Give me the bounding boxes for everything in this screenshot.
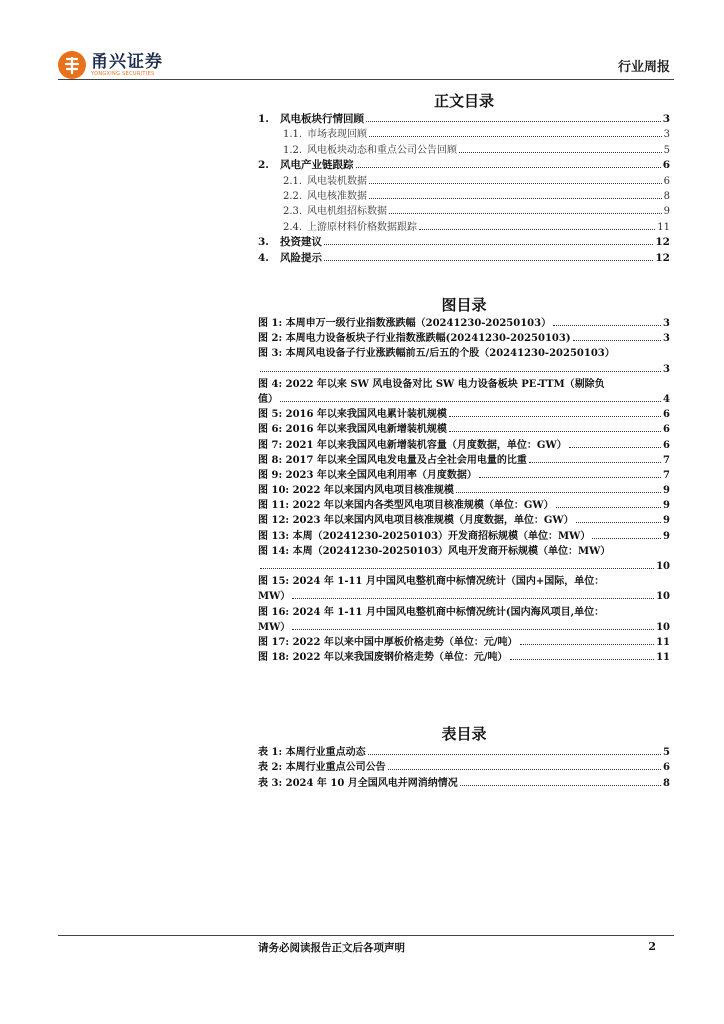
figure-entry[interactable]	[258, 422, 670, 437]
figure-entry[interactable]	[258, 498, 670, 513]
toc-entry-page: 3	[663, 129, 670, 141]
footer-disclaimer: 请务必阅读报告正文后各项声明	[258, 942, 405, 954]
dot-leader	[260, 371, 661, 372]
figure-entry-label: 图 11: 2022 年以来国内各类型风电项目核准规模（单位：GW）	[258, 500, 554, 512]
figure-entry-label: 图 12: 2023 年以来国内风电项目核准规模（月度数据，单位：GW）	[258, 515, 574, 527]
figure-entry-page: 6	[663, 409, 670, 421]
figure-entry-label: 图 5: 2016 年以来我国风电累计装机规模	[258, 409, 447, 421]
toc-entry[interactable]	[258, 235, 670, 250]
figure-entry-continuation	[258, 559, 670, 574]
figure-entry[interactable]	[258, 377, 670, 407]
dot-leader	[510, 659, 655, 660]
dot-leader	[460, 785, 661, 786]
figure-entry-label: 图 14: 本周（20241230-20250103）风电开发商开标规模（单位：MW）	[258, 545, 611, 557]
figure-entry[interactable]	[258, 513, 670, 528]
toc-entry[interactable]	[258, 204, 670, 219]
toc-entry-number: 4.	[258, 251, 269, 264]
toc-entry[interactable]	[258, 143, 670, 158]
toc-entry-page: 9	[663, 206, 670, 218]
figure-entry[interactable]	[258, 605, 670, 635]
table-entry-label: 表 2: 本周行业重点公司公告	[258, 762, 386, 774]
toc-entry-page: 8	[663, 190, 670, 202]
figure-entry[interactable]	[258, 453, 670, 468]
figure-entry-page: 9	[663, 485, 670, 497]
figure-entry-page: 3	[663, 363, 670, 375]
toc-entry-title: 风险提示	[280, 251, 322, 264]
dot-leader	[449, 416, 661, 417]
figure-entry[interactable]	[258, 407, 670, 422]
dot-leader	[324, 260, 653, 261]
toc-entry[interactable]	[258, 189, 670, 204]
figure-entry-label: 图 18: 2022 年以来我国废钢价格走势（单位：元/吨）	[258, 652, 508, 664]
figure-entry-page: 10	[656, 591, 670, 603]
dot-leader	[369, 198, 662, 199]
toc-entry-number: 1.1.	[283, 129, 303, 141]
toc-entry-title: 上游原材料价格数据跟踪	[307, 221, 417, 233]
dot-leader	[449, 431, 661, 432]
toc-entry[interactable]	[258, 127, 670, 142]
figure-entry-label: 图 4: 2022 年以来 SW 风电设备对比 SW 电力设备板块 PE-TTM（剔除负	[258, 378, 605, 390]
figure-entry-label-cont: 值）	[258, 393, 278, 405]
dot-leader	[280, 401, 661, 402]
figure-entry-label: 图 2: 本周电力设备板块子行业指数涨跌幅(20241230-20250103)	[258, 333, 571, 345]
dot-leader	[479, 477, 661, 478]
dot-leader	[389, 213, 662, 214]
toc-entry-page: 5	[663, 144, 670, 156]
toc-entry-page: 12	[655, 236, 670, 249]
table-entry-label: 表 3: 2024 年 10 月全国风电并网消纳情况	[258, 777, 458, 789]
dot-leader	[556, 507, 661, 508]
figure-entry[interactable]	[258, 346, 670, 376]
toc-entry-number: 2.3.	[283, 206, 303, 218]
toc-entry-title: 市场表现回顾	[307, 129, 367, 141]
figure-entry-page: 7	[663, 454, 670, 466]
tables-title: 表目录	[441, 725, 487, 743]
figure-entry-page: 3	[663, 318, 670, 329]
toc-entry-page: 3	[662, 113, 670, 125]
dot-leader	[260, 568, 654, 569]
logo-text-en: YONGXING SECURITIES	[91, 70, 155, 77]
table-entry[interactable]	[258, 745, 670, 760]
dot-leader	[366, 121, 661, 122]
figure-entry-page: 9	[663, 500, 670, 512]
table-entry[interactable]	[258, 760, 670, 775]
table-entry-page: 5	[663, 747, 670, 758]
dot-leader	[419, 229, 655, 230]
toc-entry[interactable]	[258, 158, 670, 173]
dot-leader	[553, 325, 661, 326]
figure-entry[interactable]	[258, 468, 670, 483]
figure-entry-label-cont: MW）	[258, 591, 291, 603]
figure-entry[interactable]	[258, 650, 670, 665]
figure-entry-page: 10	[656, 621, 670, 633]
logo-text-cn: 甬兴证券	[91, 51, 163, 72]
figure-entry-page: 6	[663, 424, 670, 436]
figure-entry[interactable]	[258, 544, 670, 574]
company-logo	[58, 50, 163, 80]
toc-entry[interactable]	[258, 220, 670, 235]
figure-entry[interactable]	[258, 574, 670, 604]
dot-leader	[369, 183, 662, 184]
toc-entry-title: 风电板块行情回顾	[280, 113, 364, 125]
tables-list	[258, 745, 670, 791]
toc-entry-page: 11	[657, 221, 670, 233]
dot-leader	[292, 629, 654, 630]
figures-list	[258, 316, 670, 665]
dot-leader	[324, 244, 653, 245]
figure-entry-page: 11	[656, 636, 670, 648]
table-entry-label: 表 1: 本周行业重点动态	[258, 747, 366, 758]
toc-list	[258, 112, 670, 266]
figure-entry-page: 4	[663, 393, 670, 405]
figure-entry-page: 11	[656, 652, 670, 664]
toc-entry-title: 风电板块动态和重点公司公告回顾	[307, 144, 457, 156]
toc-entry[interactable]	[258, 251, 670, 266]
figure-entry-label: 图 15: 2024 年 1-11 月中国风电整机商中标情况统计（国内+国际，单位：	[258, 576, 605, 588]
page-number: 2	[648, 940, 656, 953]
dot-leader	[573, 340, 661, 341]
figure-entry[interactable]	[258, 438, 670, 453]
dot-leader	[520, 644, 655, 645]
figure-entry-continuation	[258, 392, 670, 407]
document-type: 行业周报	[617, 60, 670, 75]
figure-entry-page: 10	[656, 561, 670, 572]
dot-leader	[592, 538, 661, 539]
toc-title: 正文目录	[433, 92, 494, 110]
figure-entry-page: 3	[663, 333, 670, 345]
dot-leader	[388, 769, 661, 770]
figure-entry-label: 图 9: 2023 年以来全国风电利用率（月度数据）	[258, 469, 477, 481]
page-header	[58, 50, 674, 80]
toc-entry[interactable]	[258, 112, 670, 127]
table-entry-page: 8	[663, 777, 670, 789]
toc-entry-title: 风电机组招标数据	[307, 206, 387, 218]
figure-entry[interactable]	[258, 483, 670, 498]
figure-entry-continuation	[258, 620, 670, 635]
figure-entry-page: 9	[663, 515, 670, 527]
header-divider	[58, 79, 674, 80]
toc-entry-number: 1.	[258, 113, 269, 125]
dot-leader	[576, 522, 661, 523]
dot-leader	[569, 447, 661, 448]
figure-entry-label: 图 16: 2024 年 1-11 月中国风电整机商中标情况统计(国内海风项目,单位：	[258, 606, 605, 618]
figure-entry-page: 7	[663, 469, 670, 481]
toc-entry-number: 2.1.	[283, 175, 303, 187]
toc-entry-title: 风电装机数据	[307, 175, 367, 187]
figure-entry-label: 图 1: 本周申万一级行业指数涨跌幅（20241230-20250103）	[258, 318, 552, 329]
footer-divider	[58, 935, 674, 936]
figure-entry-label: 图 7: 2021 年以来我国风电新增装机容量（月度数据，单位：GW）	[258, 439, 567, 451]
toc-entry-number: 1.2.	[283, 144, 303, 156]
toc-entry[interactable]	[258, 174, 670, 189]
figure-entry[interactable]	[258, 529, 670, 544]
figure-entry[interactable]	[258, 331, 670, 346]
logo-mark-icon	[58, 51, 86, 79]
figure-entry-label: 图 13: 本周（20241230-20250103）开发商招标规模（单位：MW）	[258, 530, 591, 542]
figure-entry-label: 图 3: 本周风电设备子行业涨跌幅前五/后五的个股（20241230-20250103）	[258, 348, 615, 360]
toc-entry-number: 3.	[258, 236, 269, 249]
figure-entry-label: 图 6: 2016 年以来我国风电新增装机规模	[258, 424, 447, 436]
figure-entry-continuation	[258, 589, 670, 604]
toc-entry-title: 投资建议	[280, 236, 322, 249]
figure-entry-label: 图 10: 2022 年以来国内风电项目核准规模	[258, 485, 454, 497]
toc-entry-number: 2.2.	[283, 190, 303, 202]
dot-leader	[459, 152, 662, 153]
dot-leader	[529, 462, 661, 463]
dot-leader	[292, 598, 654, 599]
toc-entry-page: 12	[655, 251, 670, 264]
dot-leader	[456, 492, 661, 493]
figure-entry-label: 图 17: 2022 年以来中国中厚板价格走势（单位：元/吨）	[258, 636, 518, 648]
table-entry-page: 6	[663, 762, 670, 774]
dot-leader	[369, 136, 662, 137]
toc-entry-number: 2.4.	[283, 221, 303, 233]
figure-entry-page: 6	[663, 439, 670, 451]
toc-entry-title: 风电核准数据	[307, 190, 367, 202]
toc-entry-number: 2.	[258, 159, 269, 172]
figure-entry-page: 9	[663, 530, 670, 542]
figure-entry[interactable]	[258, 635, 670, 650]
figure-entry-label-cont: MW）	[258, 621, 291, 633]
toc-entry-page: 6	[662, 159, 670, 172]
figure-entry-continuation	[258, 362, 670, 377]
toc-entry-title: 风电产业链跟踪	[280, 159, 354, 172]
dot-leader	[368, 754, 661, 755]
figure-entry-label: 图 8: 2017 年以来全国风电发电量及占全社会用电量的比重	[258, 454, 527, 466]
table-entry[interactable]	[258, 776, 670, 791]
figure-entry[interactable]	[258, 316, 670, 331]
dot-leader	[356, 167, 661, 168]
figures-title: 图目录	[441, 296, 487, 314]
toc-entry-page: 6	[663, 175, 670, 187]
